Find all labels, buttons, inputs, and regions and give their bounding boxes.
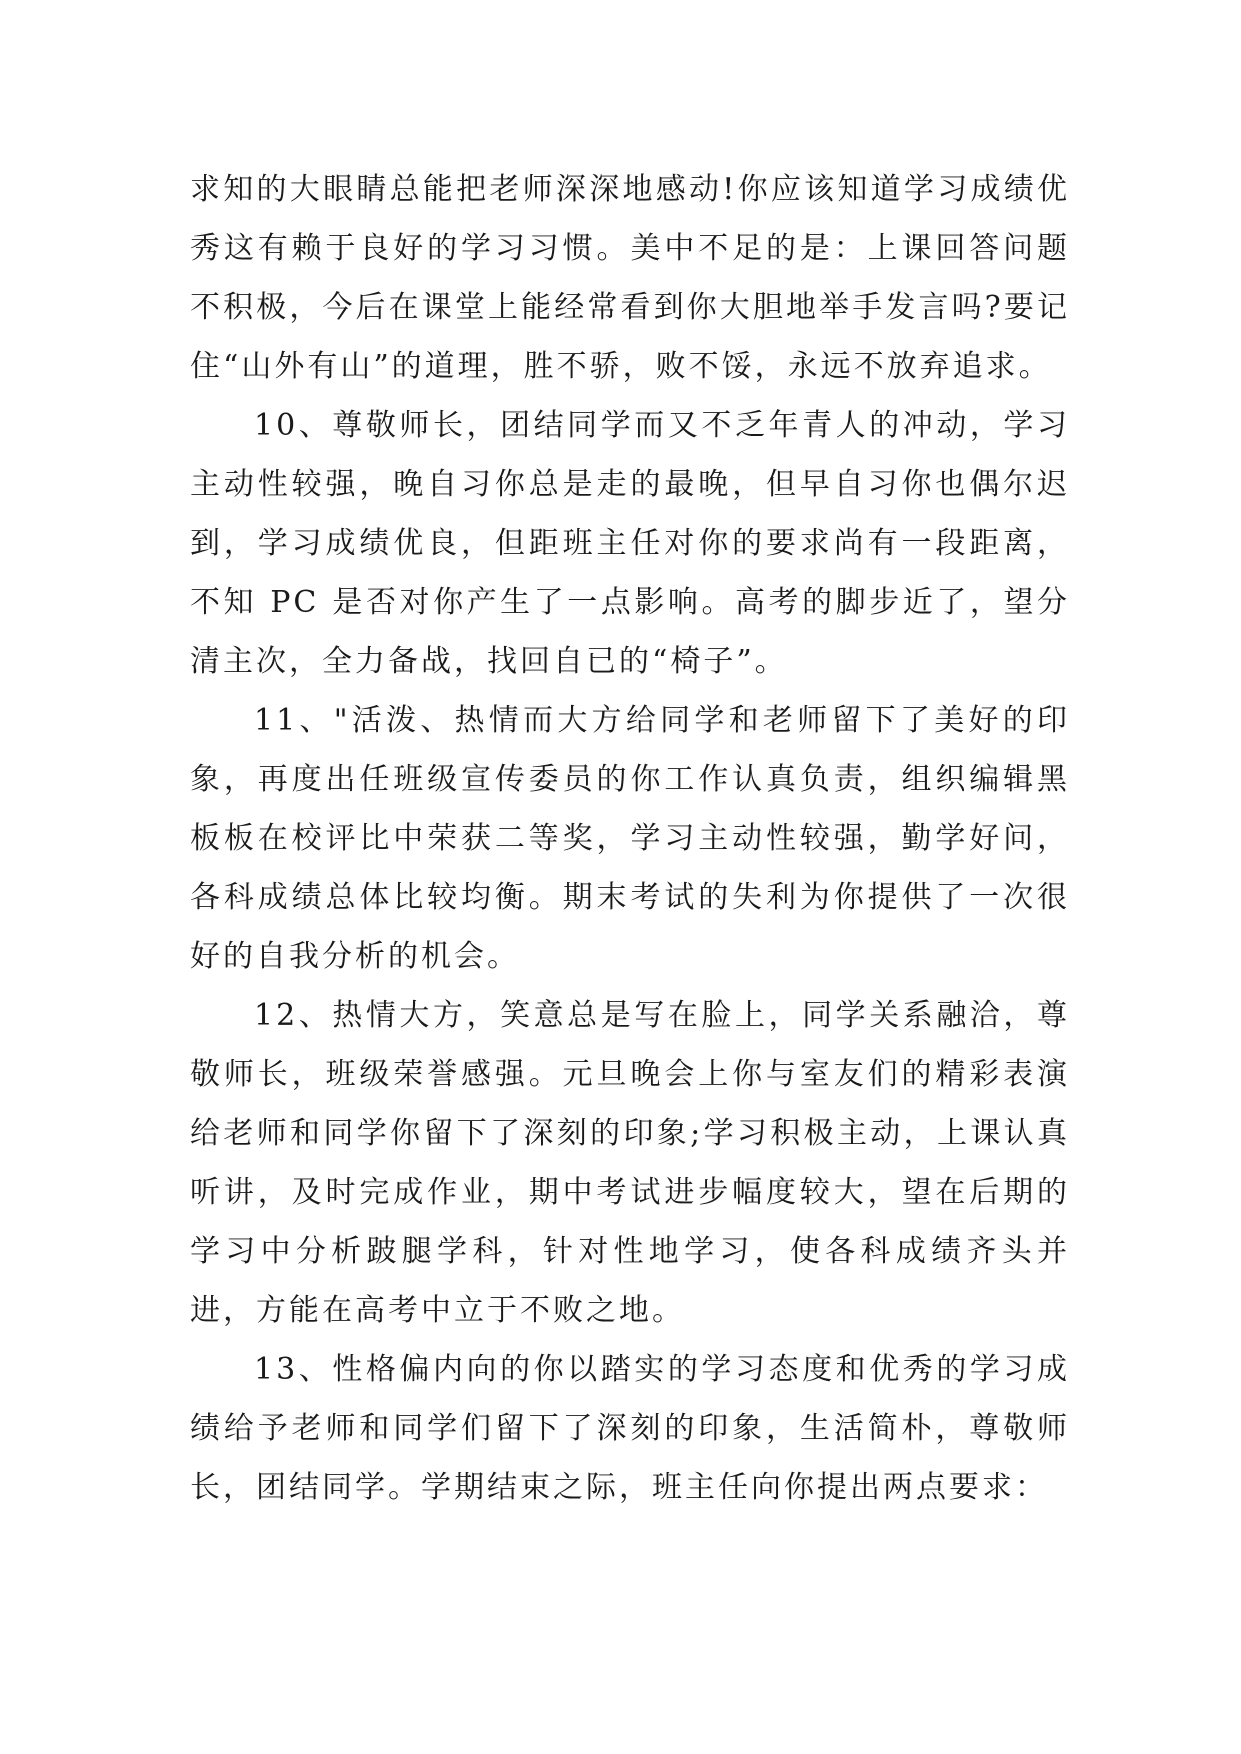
paragraph-comment-11: 11、"活泼、热情而大方给同学和老师留下了美好的印象，再度出任班级宣传委员的你工作认真负责，组织编辑黑板板在校评比中荣获二等奖，学习主动性较强，勤学好问，各科成绩总体比较均衡。期末考试的失利为你提供了一次很好的自我分析的机会。 (190, 703, 1070, 974)
paragraph-comment-13: 13、性格偏内向的你以踏实的学习态度和优秀的学习成绩给予老师和同学们留下了深刻的印象，生活简朴，尊敬师长，团结同学。学期结束之际，班主任向你提出两点要求： (190, 1352, 1070, 1505)
document-body (190, 160, 1070, 1517)
paragraph-comment-12: 12、热情大方，笑意总是写在脸上，同学关系融洽，尊敬师长，班级荣誉感强。元旦晚会上你与室友们的精彩表演给老师和同学你留下了深刻的印象;学习积极主动，上课认真听讲，及时完成作业，期中考试进步幅度较大，望在后期的学习中分析跛腿学科，针对性地学习，使各科成绩齐头并进，方能在高考中立于不败之地。 (190, 998, 1070, 1328)
paragraph-comment-10: 10、尊敬师长，团结同学而又不乏年青人的冲动，学习主动性较强，晚自习你总是走的最晚，但早自习你也偶尔迟到，学习成绩优良，但距班主任对你的要求尚有一段距离，不知 PC 是否对你产生了一点影响。高考的脚步近了，望分清主次，全力备战，找回自已的“椅子”。 (190, 408, 1070, 679)
paragraph-continuation: 求知的大眼睛总能把老师深深地感动!你应该知道学习成绩优秀这有赖于良好的学习习惯。美中不足的是：上课回答问题不积极，今后在课堂上能经常看到你大胆地举手发言吗?要记住“山外有山”的道理，胜不骄，败不馁，永远不放弃追求。 (190, 172, 1070, 384)
